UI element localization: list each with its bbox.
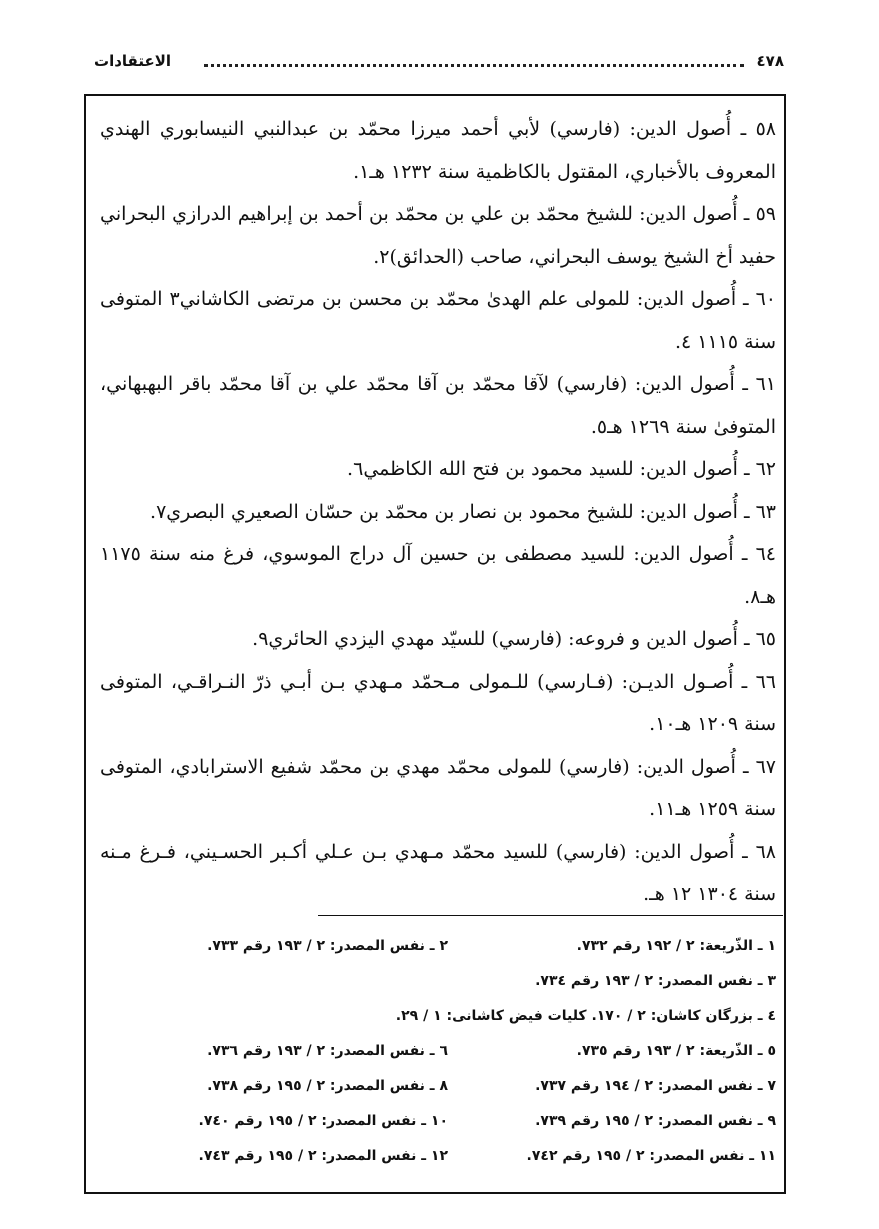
footnote-row: [120, 1068, 776, 1103]
entry-66: ٦٦ ـ أُصـول الديـن: (فـارسي) للـمولى مـحمّد مـهدي بـن أبـي ذرّ النـراقـي، المتوفى سنة ١٢٠٩ هـ١٠.: [100, 670, 776, 735]
main-text: [100, 108, 776, 916]
footnote-5: ٥ ـ الذّريعة: ٢ / ١٩٣ رقم ٧٣٥.: [576, 1042, 776, 1059]
entry-68: ٦٨ ـ أُصول الدين: (فارسي) للسيد محمّد مـهدي بـن عـلي أكـبر الحسـيني، فـرغ مـنه سنة ١٣٠٤ ١٢ هـ.: [100, 840, 776, 905]
entry-60: ٦٠ ـ أُصول الدين: للمولى علم الهدىٰ محمّد بن محسن بن مرتضى الكاشاني٣ المتوفى سنة ١١١٥ ٤.: [100, 288, 777, 353]
entry-65: ٦٥ ـ أُصول الدين و فروعه: (فارسي) للسيّد مهدي اليزدي الحائري٩.: [252, 628, 776, 650]
entry-63: ٦٣ ـ أُصول الدين: للشيخ محمود بن نصار بن محمّد بن حسّان الصعيري البصري٧.: [150, 500, 776, 523]
footnote-row: [120, 1103, 776, 1138]
header-dotted-leader: [204, 64, 744, 67]
footnote-separator: [318, 915, 783, 916]
page-number: ٤٧٨: [756, 52, 784, 70]
footnote-row: [120, 1138, 776, 1173]
entry-61: ٦١ ـ أُصول الدين: (فارسي) لآقا محمّد بن آقا محمّد علي بن آقا محمّد باقر البهبهاني، المتوفىٰ سنة ١٢٦٩ هـ٥.: [100, 373, 776, 438]
footnote-6: ٦ ـ نفس المصدر: ٢ / ١٩٣ رقم ٧٣٦.: [207, 1042, 448, 1059]
entry-59: ٥٩ ـ أُصول الدين: للشيخ محمّد بن علي بن محمّد بن أحمد بن إبراهيم الدرازي البحراني حفيد أخ الشيخ يوسف البحراني، صاحب (الحدائق)٢.: [100, 203, 776, 268]
footnote-12: ١٢ ـ نفس المصدر: ٢ / ١٩٥ رقم ٧٤٣.: [198, 1147, 448, 1164]
footnote-row: [120, 928, 776, 963]
entry-62: ٦٢ ـ أُصول الدين: للسيد محمود بن فتح الله الكاظمي٦.: [347, 458, 776, 480]
footnote-3: ٣ ـ نفس المصدر: ٢ / ١٩٣ رقم ٧٣٤.: [535, 972, 776, 989]
footnote-8: ٨ ـ نفس المصدر: ٢ / ١٩٥ رقم ٧٣٨.: [207, 1077, 448, 1094]
footnote-4: ٤ ـ بزرگان كاشان: ٢ / ١٧٠. كليات فيض كاشانى: ١ / ٢٩.: [395, 1007, 776, 1024]
running-title: الاعتقادات: [94, 52, 172, 70]
footnote-10: ١٠ ـ نفس المصدر: ٢ / ١٩٥ رقم ٧٤٠.: [198, 1112, 448, 1129]
footnote-7: ٧ ـ نفس المصدر: ٢ / ١٩٤ رقم ٧٣٧.: [535, 1077, 776, 1094]
footnote-11: ١١ ـ نفس المصدر: ٢ / ١٩٥ رقم ٧٤٢.: [526, 1147, 776, 1164]
running-header: [94, 48, 784, 78]
entry-67: ٦٧ ـ أُصول الدين: (فارسي) للمولى محمّد مهدي بن محمّد شفيع الاسترابادي، المتوفى سنة ١٢٥٩ هـ١١.: [100, 755, 776, 820]
footnote-1: ١ ـ الذّريعة: ٢ / ١٩٢ رقم ٧٣٢.: [576, 937, 776, 954]
footnote-row: [120, 963, 776, 998]
footnote-row: [120, 1033, 776, 1068]
footnotes: [120, 928, 776, 1173]
footnote-2: ٢ ـ نفس المصدر: ٢ / ١٩٣ رقم ٧٣٣.: [207, 937, 448, 954]
entry-64: ٦٤ ـ أُصول الدين: للسيد مصطفى بن حسين آل دراج الموسوي، فرغ منه سنة ١١٧٥ هـ٨.: [100, 543, 776, 608]
footnote-row: [120, 998, 776, 1033]
entry-58: ٥٨ ـ أُصول الدين: (فارسي) لأبي أحمد ميرزا محمّد بن عبدالنبي النيسابوري الهندي المعروف بالأخباري، المقتول بالكاظمية سنة ١٢٣٢ هـ١.: [100, 118, 776, 183]
footnote-9: ٩ ـ نفس المصدر: ٢ / ١٩٥ رقم ٧٣٩.: [535, 1112, 776, 1129]
